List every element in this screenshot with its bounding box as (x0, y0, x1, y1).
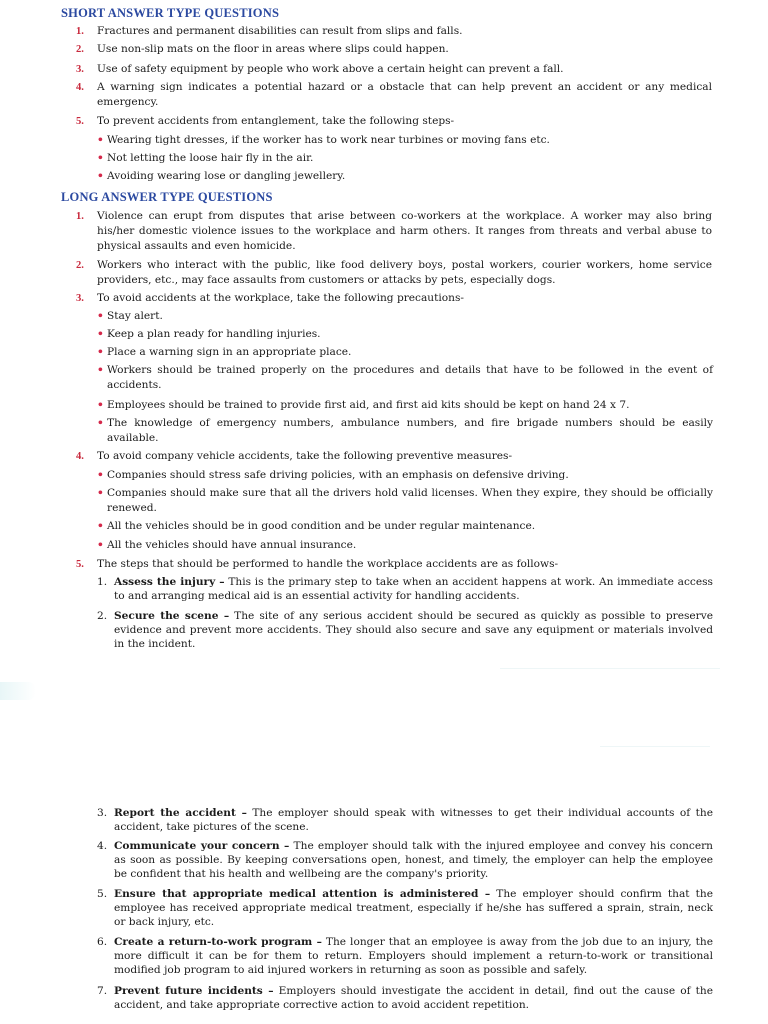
step-item: 7. Prevent future incidents – Employers should investigate the accident in detail, find out the cause of the accident, and take appropriate corrective action to avoid accident repetition. (97, 985, 713, 1011)
step-item: 4. Communicate your concern – The employer should talk with the injured employee and convey his concern as soon as possible. By keeping conversations open, honest, and timely, the employer can help the employee be confident that his health and wellbeing are the company's priority. (97, 840, 713, 880)
bullet-item: • Companies should make sure that all the drivers hold valid licenses. When they expire, they should be officially renewed. (97, 487, 713, 514)
step-item: 6. Create a return-to-work program – The longer that an employee is away from the job due to an injury, the more difficult it can be for them to return. Employers should implement a return-to-work or transitional modified job program to aid injured workers in returning as soon as possible and safely. (97, 936, 713, 976)
long-answer-item: 1. Violence can erupt from disputes that arise between co-workers at the workplace. A worker may also bring his/her domestic violence issues to the workplace and harm others. It ranges from threats and verbal abuse to physical assaults and even homicide. (76, 210, 712, 252)
step-item: 1. Assess the injury – This is the primary step to take when an accident happens at work. An immediate access to and arranging medical aid is an essential activity for handling accidents. (97, 576, 713, 602)
page-break-gap (0, 660, 768, 800)
bullet-item: • All the vehicles should have annual insurance. (97, 539, 357, 551)
bullet-item: • Not letting the loose hair fly in the air. (97, 152, 314, 164)
short-answer-item: 1. Fractures and permanent disabilities can result from slips and falls. (76, 25, 463, 37)
bullet-item: • Avoiding wearing lose or dangling jewellery. (97, 170, 346, 182)
watermark-fragment (0, 682, 36, 700)
bullet-item: • Stay alert. (97, 310, 163, 322)
bullet-item: • Wearing tight dresses, if the worker has to work near turbines or moving fans etc. (97, 134, 550, 146)
short-answer-item: 2. Use non-slip mats on the floor in areas where slips could happen. (76, 43, 449, 55)
long-answer-item: 5. The steps that should be performed to handle the workplace accidents are as follows- (76, 558, 559, 570)
long-answer-heading: LONG ANSWER TYPE QUESTIONS (61, 190, 273, 204)
bullet-item: • All the vehicles should be in good condition and be under regular maintenance. (97, 520, 536, 532)
step-item: 5. Ensure that appropriate medical attention is administered – The employer should confirm that the employee has received appropriate medical treatment, especially if he/she has suffered a sprain, strain, neck or back injury, etc. (97, 888, 713, 928)
step-item: 3. Report the accident – The employer should speak with witnesses to get their individual accounts of the accident, take pictures of the scene. (97, 807, 713, 833)
bullet-item: • Keep a plan ready for handling injuries. (97, 328, 321, 340)
short-answer-item: 4. A warning sign indicates a potential hazard or a obstacle that can help prevent an accident or any medical emergency. (76, 81, 712, 108)
short-answer-heading: SHORT ANSWER TYPE QUESTIONS (61, 6, 280, 20)
bullet-item: • Employees should be trained to provide first aid, and first aid kits should be kept on hand 24 x 7. (97, 399, 630, 411)
step-item: 2. Secure the scene – The site of any serious accident should be secured as quickly as possible to preserve evidence and prevent more accidents. They should also secure and save any equipment or materials involved in the incident. (97, 610, 713, 650)
long-answer-item: 2. Workers who interact with the public, like food delivery boys, postal workers, courier workers, home service providers, etc., may face assaults from customers or attacks by pets, especially dogs. (76, 259, 712, 286)
bullet-item: • The knowledge of emergency numbers, ambulance numbers, and fire brigade numbers should be easily available. (97, 417, 713, 444)
short-answer-item: 3. Use of safety equipment by people who work above a certain height can prevent a fall. (76, 63, 564, 75)
long-answer-item: 3. To avoid accidents at the workplace, take the following precautions- (76, 292, 464, 304)
short-answer-item: 5. To prevent accidents from entanglement, take the following steps- (76, 115, 455, 127)
bullet-item: • Place a warning sign in an appropriate place. (97, 346, 352, 358)
long-answer-item: 4. To avoid company vehicle accidents, take the following preventive measures- (76, 450, 513, 462)
bullet-item: • Workers should be trained properly on the procedures and details that have to be followed in the event of accidents. (97, 364, 713, 391)
bullet-item: • Companies should stress safe driving policies, with an emphasis on defensive driving. (97, 469, 569, 481)
